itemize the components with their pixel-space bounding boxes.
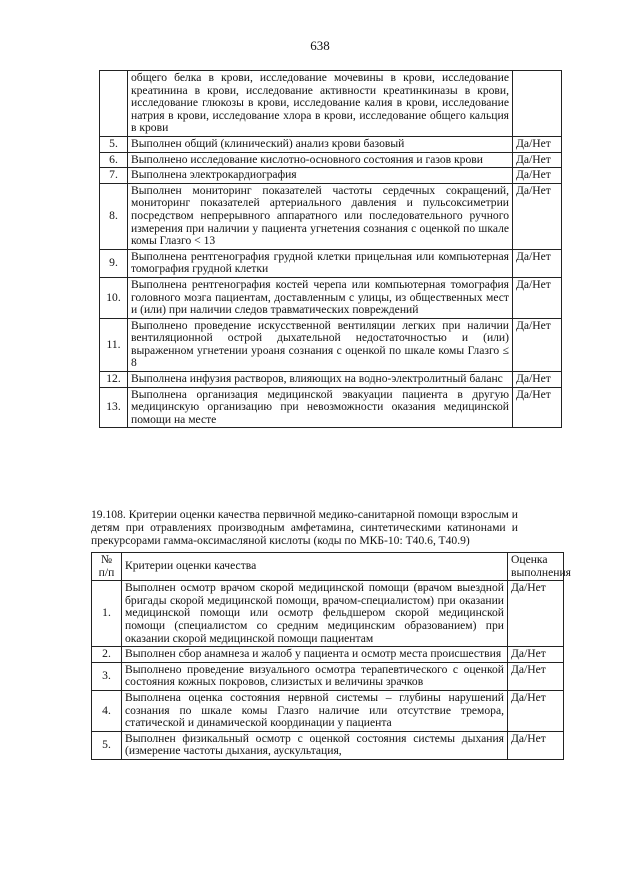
criterion-text: Выполнен сбор анамнеза и жалоб у пациента и осмотр места происшествия [122, 647, 508, 663]
table-row [100, 71, 562, 137]
table-row [92, 581, 564, 647]
row-number: 5. [100, 136, 128, 152]
row-number: 5. [92, 731, 122, 759]
table-row [92, 731, 564, 759]
table-row [100, 249, 562, 277]
row-number: 8. [100, 183, 128, 249]
table-row [100, 152, 562, 168]
criterion-text: Выполнена инфузия растворов, влияющих на водно-электролитный баланс [128, 372, 513, 388]
criterion-text: Выполнен осмотр врачом скорой медицинской помощи (врачом выездной бригады скорой медицинской помощи, врачом-специалистом) при оказании медицинской помощи или осмотр фельдшером скорой медицинской помощи (специалистом со средним медицинским образованием) при оказании скорой медицинской помощи пациентам [122, 581, 508, 647]
row-number: 1. [92, 581, 122, 647]
assessment-value: Да/Нет [508, 662, 564, 690]
page-number: 638 [310, 38, 330, 53]
assessment-value: Да/Нет [508, 581, 564, 647]
criterion-text: Выполнена рентгенография грудной клетки прицельная или компьютерная томография грудной клетки [128, 249, 513, 277]
row-number: 6. [100, 152, 128, 168]
row-number: 10. [100, 277, 128, 318]
table-row [100, 277, 562, 318]
assessment-value: Да/Нет [513, 372, 562, 388]
criteria-table-continued [99, 70, 562, 428]
criterion-text: Выполнена оценка состояния нервной системы – глубины нарушений сознания по шкале комы Глазго наличие или отсутствие тремора, статической и динамической координации у пациента [122, 690, 508, 731]
row-number [100, 71, 128, 137]
assessment-value: Да/Нет [513, 277, 562, 318]
row-number: 2. [92, 647, 122, 663]
assessment-value: Да/Нет [513, 249, 562, 277]
criterion-text: Выполнен физикальный осмотр с оценкой состояния системы дыхания (измерение частоты дыхания, аускультация, [122, 731, 508, 759]
criterion-text: Выполнено проведение искусственной вентиляции легких при наличии вентиляционной острой дыхательной недостаточностью и (или) выраженном угнетении уроаня сознания с оценкой по шкале комы Глазго ≤ 8 [128, 318, 513, 371]
assessment-value: Да/Нет [508, 731, 564, 759]
table-row [100, 183, 562, 249]
table-header-row [92, 553, 564, 581]
assessment-value: Да/Нет [513, 183, 562, 249]
criterion-text: Выполнена рентгенография костей черепа или компьютерная томография головного мозга пациентам, доставленным с улицы, из общественных мест и (или) при наличии следов травматических повреждений [128, 277, 513, 318]
criterion-text: Выполнена электрокардиография [128, 168, 513, 184]
table-row [100, 168, 562, 184]
criterion-text: Выполнен мониторинг показателей частоты сердечных сокращений, мониторинг показателей артериального давления и пульсоксиметрии посредством непрерывного аппаратного или последовательного ручного измерения при наличии у пациента угнетения сознания с оценкой по шкале комы Глазго < 13 [128, 183, 513, 249]
row-number: 7. [100, 168, 128, 184]
table-row [100, 387, 562, 428]
table-row [92, 690, 564, 731]
section-heading: 19.108. Критерии оценки качества первичной медико-санитарной помощи взрослым и детям при отравлениях производным амфетамина, синтетическими катинонами и прекурсорами гамма-оксимасляной кислоты (коды по МКБ-10: T40.6, T40.9) [91, 508, 518, 548]
assessment-value: Да/Нет [513, 387, 562, 428]
assessment-value: Да/Нет [508, 690, 564, 731]
row-number: 11. [100, 318, 128, 371]
criterion-text: Выполнено проведение визуального осмотра терапевтического с оценкой состояния кожных покровов, слизистых и величины зрачков [122, 662, 508, 690]
assessment-value [513, 71, 562, 137]
row-number: 4. [92, 690, 122, 731]
table-row [92, 662, 564, 690]
assessment-value: Да/Нет [513, 168, 562, 184]
table-row [100, 372, 562, 388]
criterion-text: Выполнена организация медицинской эвакуации пациента в другую медицинскую организацию при невозможности оказания медицинской помощи на месте [128, 387, 513, 428]
criterion-text: общего белка в крови, исследование мочевины в крови, исследование креатинина в крови, исследование активности креатинкиназы в крови, исследование глюкозы в крови, исследование калия в крови, исследование натрия в крови, исследование хлора в крови, исследование общего кальция в крови [128, 71, 513, 137]
row-number: 9. [100, 249, 128, 277]
row-number: 12. [100, 372, 128, 388]
row-number: 13. [100, 387, 128, 428]
assessment-value: Да/Нет [513, 152, 562, 168]
assessment-value: Да/Нет [508, 647, 564, 663]
row-number: 3. [92, 662, 122, 690]
assessment-value: Да/Нет [513, 318, 562, 371]
header-num: № п/п [92, 553, 122, 581]
table-row [100, 136, 562, 152]
table-row [100, 318, 562, 371]
header-criteria: Критерии оценки качества [122, 553, 508, 581]
assessment-value: Да/Нет [513, 136, 562, 152]
criterion-text: Выполнено исследование кислотно-основного состояния и газов крови [128, 152, 513, 168]
criterion-text: Выполнен общий (клинический) анализ крови базовый [128, 136, 513, 152]
criteria-table [91, 552, 571, 760]
table-row [92, 647, 564, 663]
header-mark: Оценка выполнения [508, 553, 564, 581]
